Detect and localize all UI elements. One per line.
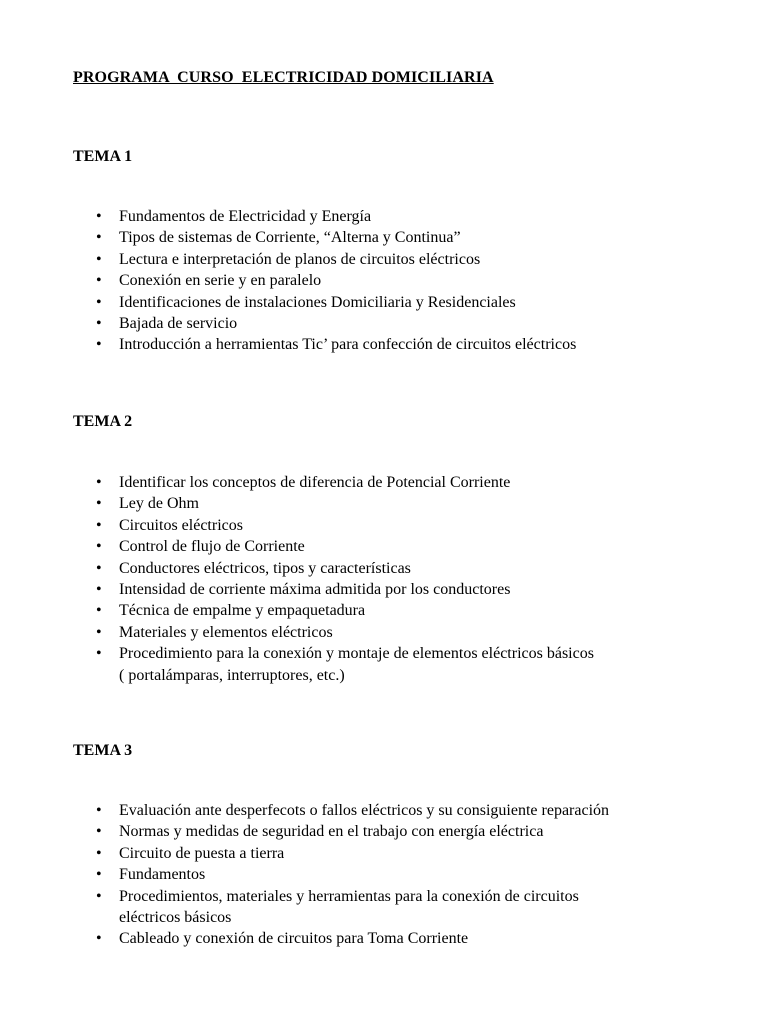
- list-item-continuation: ( portalámparas, interruptores, etc.): [119, 666, 345, 684]
- bullet-icon: •: [96, 250, 102, 268]
- list-item: [96, 270, 696, 291]
- bullet-icon: •: [96, 474, 102, 491]
- list-item: [96, 536, 696, 557]
- list-item-text: Identificaciones de instalaciones Domiciliaria y Residenciales: [119, 293, 516, 311]
- list-item: [96, 886, 696, 929]
- list-item: [96, 821, 696, 842]
- list-item-text: Control de flujo de Corriente: [119, 538, 305, 556]
- list-item-continuation: eléctricos básicos: [119, 909, 232, 927]
- list-item: [96, 800, 696, 821]
- bullet-icon: •: [96, 495, 102, 513]
- list-item: [96, 472, 696, 493]
- bullet-icon: •: [96, 559, 102, 577]
- list-item-text: Materiales y elementos eléctricos: [119, 623, 333, 641]
- bullet-icon: •: [96, 930, 102, 948]
- list-item: [96, 206, 696, 227]
- list-item: [96, 579, 696, 600]
- bullet-icon: •: [96, 645, 102, 663]
- tema-2-heading: TEMA 2: [73, 413, 133, 430]
- bullet-icon: •: [96, 602, 102, 620]
- tema-1-list: [96, 206, 696, 356]
- list-item: [96, 313, 696, 334]
- bullet-icon: •: [96, 866, 102, 884]
- list-item-text: Introducción a herramientas Tic’ para confección de circuitos eléctricos: [119, 336, 577, 354]
- tema-2-list: [96, 472, 696, 686]
- list-item: [96, 558, 696, 579]
- list-item-text: Ley de Ohm: [119, 495, 199, 513]
- list-item: [96, 292, 696, 313]
- bullet-icon: •: [96, 516, 102, 534]
- list-item: [96, 334, 696, 355]
- list-item: [96, 928, 696, 949]
- list-item-text: Identificar los conceptos de diferencia de Potencial Corriente: [119, 474, 511, 491]
- list-item: [96, 622, 696, 643]
- list-item-text: Intensidad de corriente máxima admitida por los conductores: [119, 581, 511, 599]
- bullet-icon: •: [96, 229, 102, 247]
- list-item-text: Tipos de sistemas de Corriente, “Alterna y Continua”: [119, 229, 461, 247]
- list-item-text: Normas y medidas de seguridad en el trabajo con energía eléctrica: [119, 823, 544, 841]
- bullet-icon: •: [96, 623, 102, 641]
- list-item-text: Fundamentos: [119, 866, 206, 884]
- bullet-icon: •: [96, 293, 102, 311]
- bullet-icon: •: [96, 581, 102, 599]
- bullet-icon: •: [96, 844, 102, 862]
- list-item-text: Procedimientos, materiales y herramientas para la conexión de circuitos: [119, 887, 579, 905]
- bullet-icon: •: [96, 823, 102, 841]
- list-item: [96, 515, 696, 536]
- list-item: [96, 864, 696, 885]
- list-item-text: Circuitos eléctricos: [119, 516, 243, 534]
- list-item: [96, 493, 696, 514]
- list-item-text: Evaluación ante desperfecots o fallos eléctricos y su consiguiente reparación: [119, 802, 610, 819]
- bullet-icon: •: [96, 887, 102, 905]
- list-item-text: Conexión en serie y en paralelo: [119, 272, 322, 290]
- list-item-text: Técnica de empalme y empaquetadura: [119, 602, 366, 620]
- tema-1-heading: TEMA 1: [73, 148, 133, 165]
- list-item-text: Circuito de puesta a tierra: [119, 844, 285, 862]
- list-item: [96, 643, 696, 686]
- document-title: PROGRAMA CURSO ELECTRICIDAD DOMICILIARIA: [73, 69, 494, 86]
- bullet-icon: •: [96, 208, 102, 225]
- list-item-text: Procedimiento para la conexión y montaje de elementos eléctricos básicos: [119, 645, 594, 663]
- list-item-text: Conductores eléctricos, tipos y características: [119, 559, 411, 577]
- list-item-text: Fundamentos de Electricidad y Energía: [119, 208, 372, 225]
- tema-3-list: [96, 800, 696, 950]
- tema-3-heading: TEMA 3: [73, 742, 133, 759]
- list-item-text: Bajada de servicio: [119, 315, 238, 333]
- bullet-icon: •: [96, 272, 102, 290]
- list-item: [96, 227, 696, 248]
- list-item-text: Cableado y conexión de circuitos para Toma Corriente: [119, 930, 469, 948]
- bullet-icon: •: [96, 315, 102, 333]
- list-item-text: Lectura e interpretación de planos de circuitos eléctricos: [119, 250, 481, 268]
- list-item: [96, 249, 696, 270]
- list-item: [96, 843, 696, 864]
- bullet-icon: •: [96, 336, 102, 354]
- bullet-icon: •: [96, 802, 102, 819]
- list-item: [96, 600, 696, 621]
- bullet-icon: •: [96, 538, 102, 556]
